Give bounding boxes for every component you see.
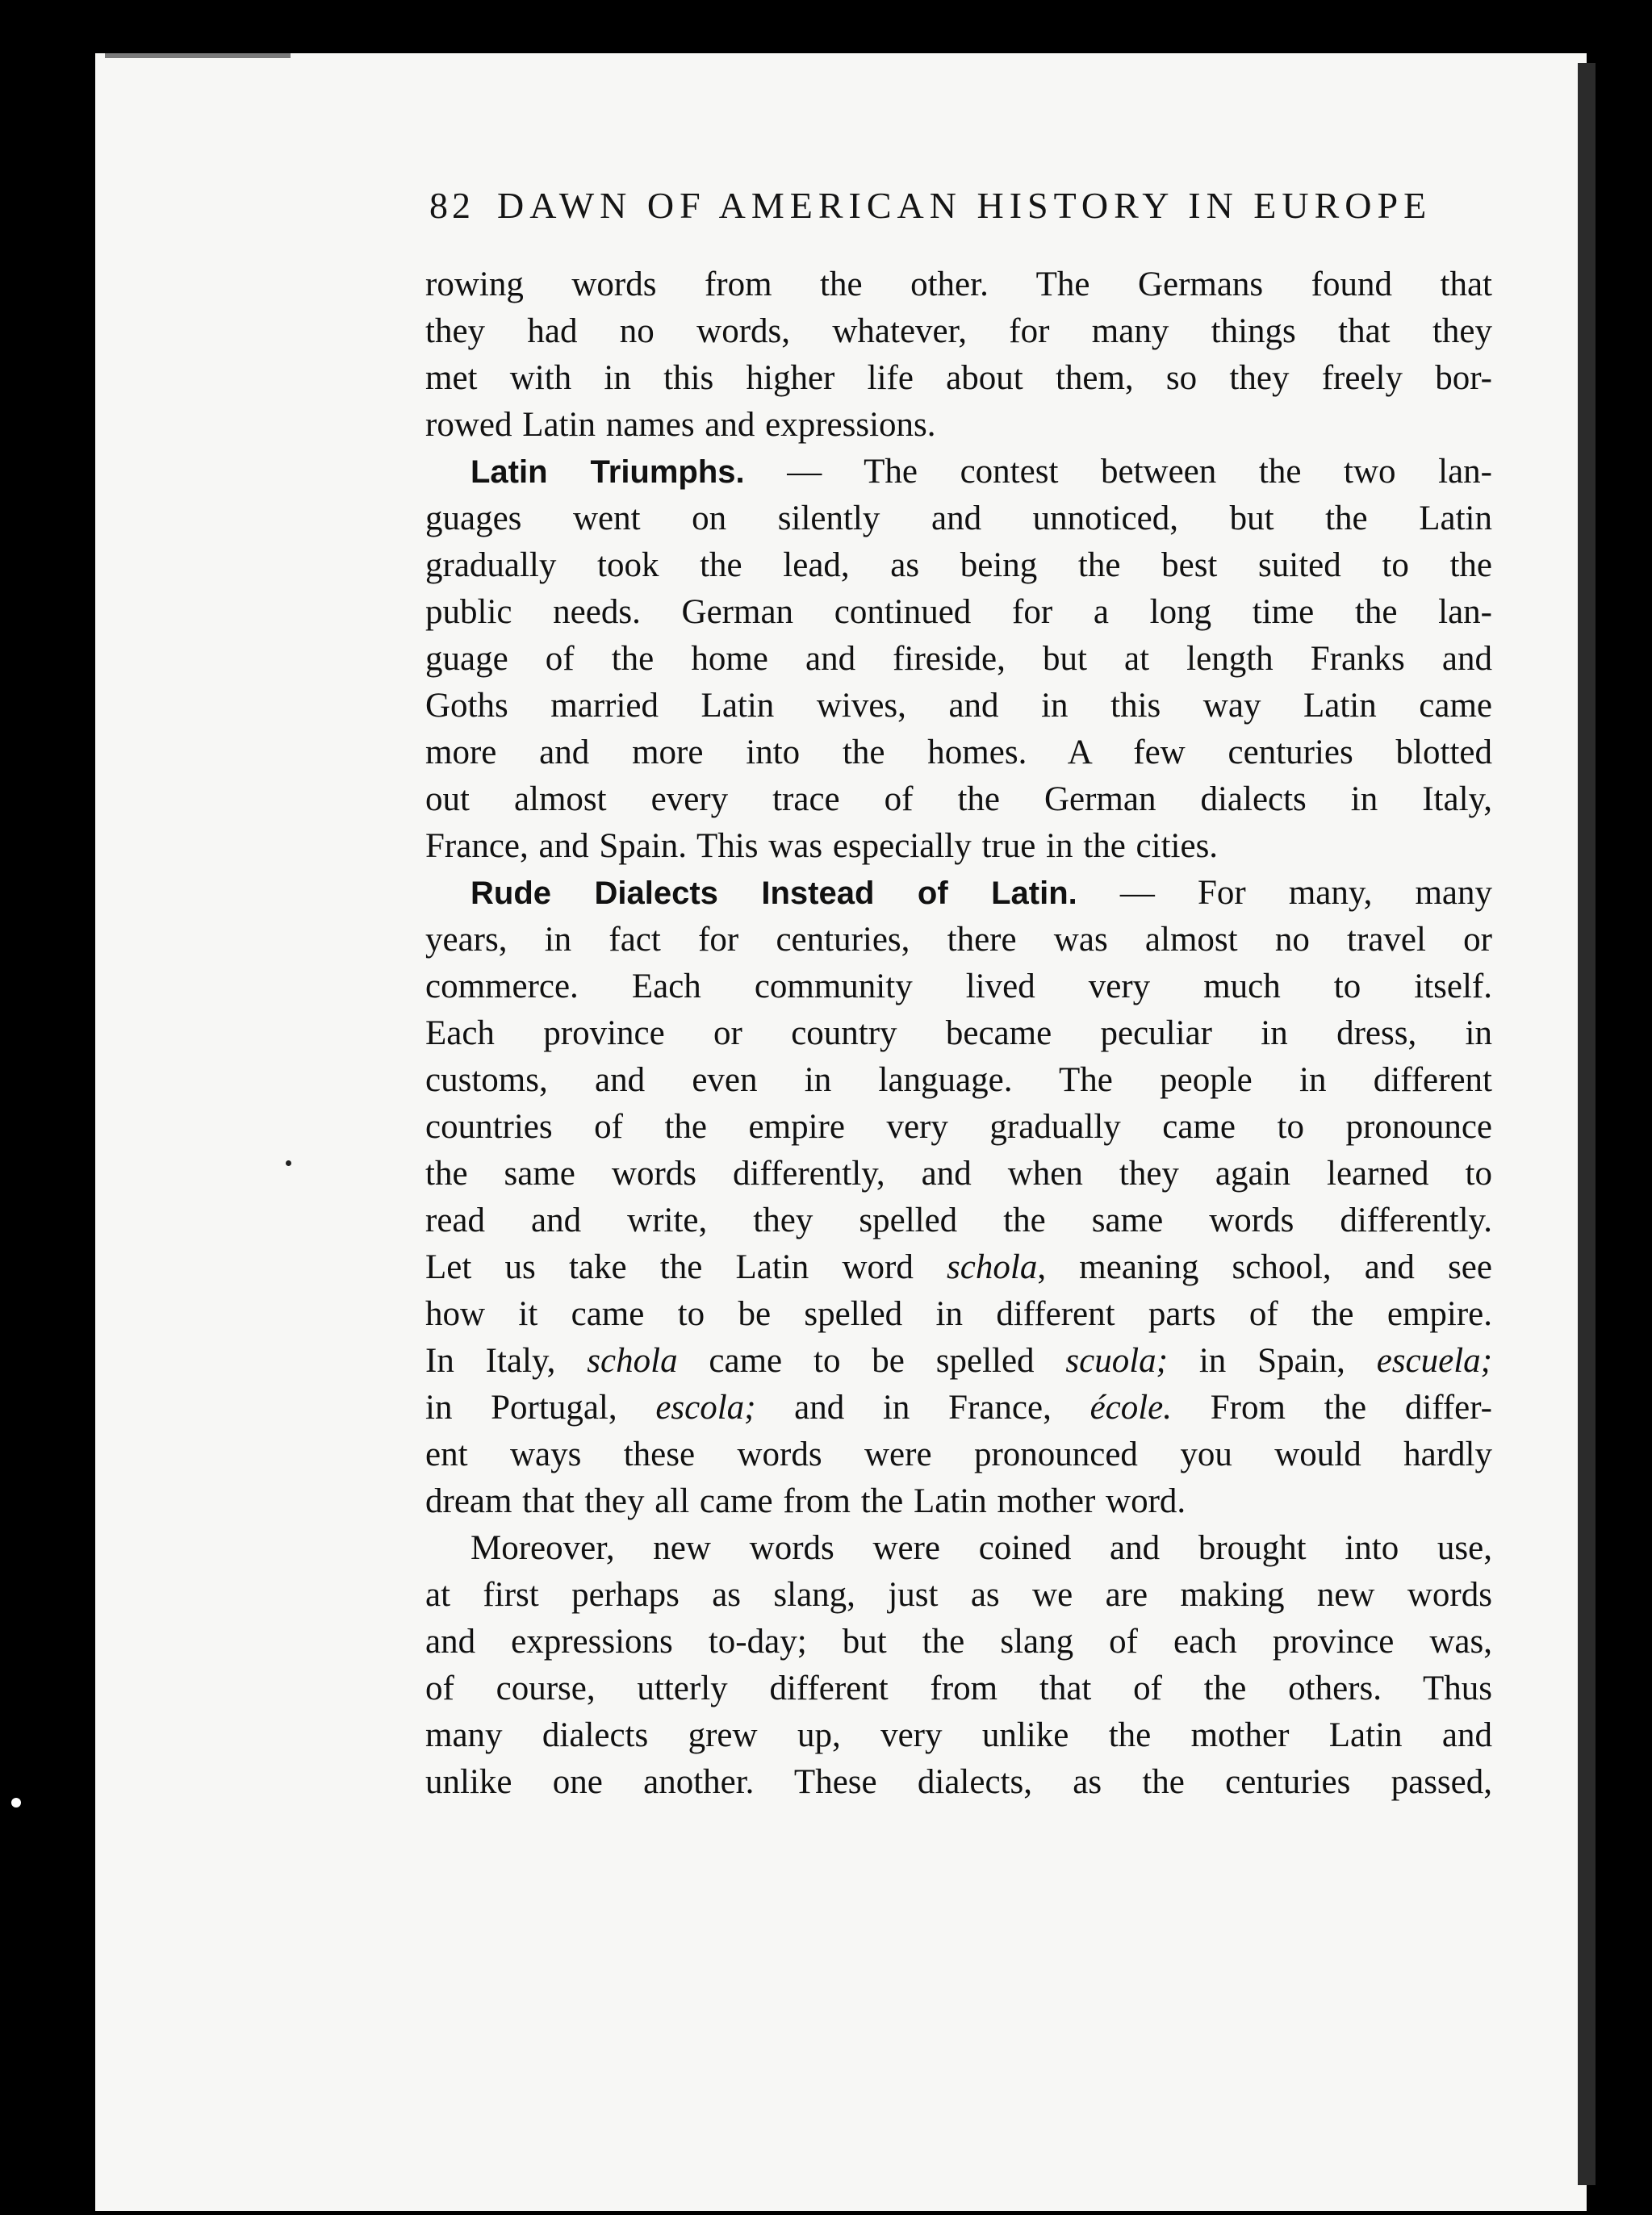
text-line: out almost every trace of the German dialects in Italy, [425, 780, 1492, 818]
text-run: From the differ- [1172, 1389, 1492, 1427]
text-run: — For many, many [1077, 874, 1492, 912]
page-edge-shadow [105, 53, 291, 58]
text-line: they had no words, whatever, for many things that they [425, 312, 1492, 350]
text-line: guages went on silently and unnoticed, but the Latin [425, 499, 1492, 537]
text-line: customs, and even in language. The people in different [425, 1061, 1492, 1099]
scan-speck [286, 1160, 291, 1166]
text-line: guage of the home and fireside, but at length Franks and [425, 640, 1492, 678]
text-line: read and write, they spelled the same words differently. [425, 1202, 1492, 1239]
text-line: countries of the empire very gradually came to pronounce [425, 1108, 1492, 1146]
latin-word-schola: schola [947, 1248, 1038, 1286]
text-line: Moreover, new words were coined and brought into use, [471, 1529, 1492, 1567]
running-head [429, 184, 1432, 249]
book-title: DAWN OF AMERICAN HISTORY IN EUROPE [497, 185, 1432, 226]
text-line: unlike one another. These dialects, as the centuries passed, [425, 1763, 1492, 1801]
text-run: and in France, [755, 1389, 1090, 1427]
text-line: years, in fact for centuries, there was almost no travel or [425, 921, 1492, 959]
text-line: France, and Spain. This was especially true in the cities. [425, 827, 1219, 865]
paragraph-start-latin-triumphs [425, 449, 1492, 495]
text-run: in Spain, [1168, 1342, 1377, 1380]
text-line: how it came to be spelled in different parts of the empire. [425, 1295, 1492, 1333]
page-number: 82 [429, 185, 475, 226]
text-line: and expressions to-day; but the slang of each province was, [425, 1623, 1492, 1661]
text-run: came to be spelled [677, 1342, 1066, 1380]
text-line: of course, utterly different from that of the others. Thus [425, 1670, 1492, 1707]
portuguese-word-escola: escola; [655, 1389, 756, 1427]
text-line: commerce. Each community lived very much to itself. [425, 967, 1492, 1005]
text-line [425, 1338, 1492, 1385]
scan-speck [11, 1798, 21, 1808]
text-line: more and more into the homes. A few centuries blotted [425, 733, 1492, 771]
body-text [425, 261, 1492, 1806]
text-line: Goths married Latin wives, and in this way Latin came [425, 687, 1492, 725]
text-line: public needs. German continued for a long time the lan- [425, 593, 1492, 631]
text-line: rowed Latin names and expressions. [425, 406, 936, 444]
page-spine-shadow [1578, 63, 1596, 2185]
text-line: Each province or country became peculiar in dress, in [425, 1014, 1492, 1052]
text-run: In Italy, [425, 1342, 588, 1380]
text-line [425, 1244, 1492, 1291]
text-run: — The contest between the two lan- [744, 453, 1493, 491]
text-line: ent ways these words were pronounced you would hardly [425, 1436, 1492, 1473]
text-run: Let us take the Latin word [425, 1248, 947, 1286]
text-line: met with in this higher life about them, so they freely bor- [425, 359, 1492, 397]
text-line: dream that they all came from the Latin mother word. [425, 1482, 1186, 1520]
text-run: , meaning school, and see [1037, 1248, 1492, 1286]
text-line: many dialects grew up, very unlike the mother Latin and [425, 1716, 1492, 1754]
section-heading-rude-dialects: Rude Dialects Instead of Latin. [471, 876, 1077, 911]
section-heading-latin-triumphs: Latin Triumphs. [471, 454, 745, 490]
spanish-word-escuela: escuela; [1376, 1342, 1492, 1380]
text-line: rowing words from the other. The Germans found that [425, 265, 1492, 303]
paragraph-start-rude-dialects [425, 870, 1492, 917]
text-line: at first perhaps as slang, just as we are making new words [425, 1576, 1492, 1614]
text-line: the same words differently, and when they again learned to [425, 1155, 1492, 1193]
italian-word-scuola: scuola; [1065, 1342, 1168, 1380]
latin-word-schola: schola [587, 1342, 678, 1380]
text-line: gradually took the lead, as being the best suited to the [425, 546, 1492, 584]
text-run: in Portugal, [425, 1389, 656, 1427]
french-word-ecole: école. [1089, 1389, 1173, 1427]
text-line [425, 1385, 1492, 1431]
